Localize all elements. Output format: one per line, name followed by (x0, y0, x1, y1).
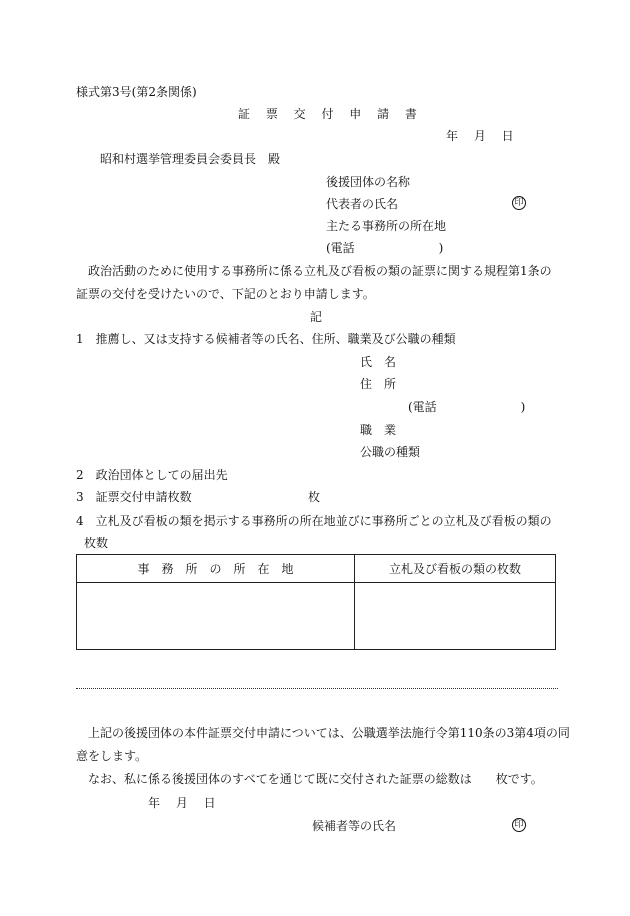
separator-dotted-line (76, 688, 558, 689)
applicant-phone-label: (電話 ) (326, 241, 444, 255)
table-header-office-address: 事 務 所 の 所 在 地 (137, 562, 294, 576)
item-4-line-2: 枚数 (84, 536, 109, 550)
candidate-office-type-label: 公職の種類 (360, 445, 421, 459)
item-3-unit: 枚 (308, 490, 321, 504)
table-divider-horizontal (77, 582, 555, 583)
ki-heading: 記 (310, 310, 323, 324)
consent-date-line: 年 月 日 (148, 796, 216, 810)
org-name-label: 後援団体の名称 (326, 175, 411, 189)
consent-line-1: 上記の後援団体の本件証票交付申請については、公職選挙法施行令第110条の3第4項の同 (88, 726, 570, 740)
candidate-occupation-label: 職 業 (360, 423, 397, 437)
addressee: 昭和村選挙管理委員会委員長 殿 (100, 152, 281, 166)
candidate-signature-label: 候補者等の氏名 (312, 819, 397, 833)
consent-line-2: 意をします。 (76, 749, 148, 763)
form-number: 様式第3号(第2条関係) (76, 85, 197, 99)
page-title: 証 票 交 付 申 請 書 (238, 107, 423, 121)
item-1-text: 1 推薦し、又は支持する候補者等の氏名、住所、職業及び公職の種類 (76, 332, 456, 346)
date-line: 年 月 日 (446, 129, 514, 143)
office-table (76, 554, 556, 650)
intro-line-1: 政治活動のために使用する事務所に係る立札及び看板の類の証票に関する規程第1条の (88, 264, 552, 278)
seal-mark: 印 (512, 196, 526, 210)
candidate-name-label: 氏 名 (360, 355, 397, 369)
item-3-text: 3 証票交付申請枚数 (76, 490, 192, 504)
candidate-phone-label: (電話 ) (408, 400, 526, 414)
rep-name-label: 代表者の氏名 (326, 197, 399, 211)
item-4-line-1: 4 立札及び看板の類を掲示する事務所の所在地並びに事務所ごとの立札及び看板の類の (76, 514, 552, 528)
office-address-label: 主たる事務所の所在地 (326, 219, 447, 233)
item-2-text: 2 政治団体としての届出先 (76, 468, 228, 482)
consent-line-3: なお、私に係る後援団体のすべてを通じて既に交付された証票の総数は 枚です。 (88, 772, 543, 786)
intro-line-2: 証票の交付を受けたいので、下記のとおり申請します。 (76, 287, 375, 301)
table-header-sign-count: 立札及び看板の類の枚数 (388, 562, 521, 576)
candidate-seal-mark: 印 (512, 818, 526, 832)
candidate-address-label: 住 所 (360, 377, 397, 391)
